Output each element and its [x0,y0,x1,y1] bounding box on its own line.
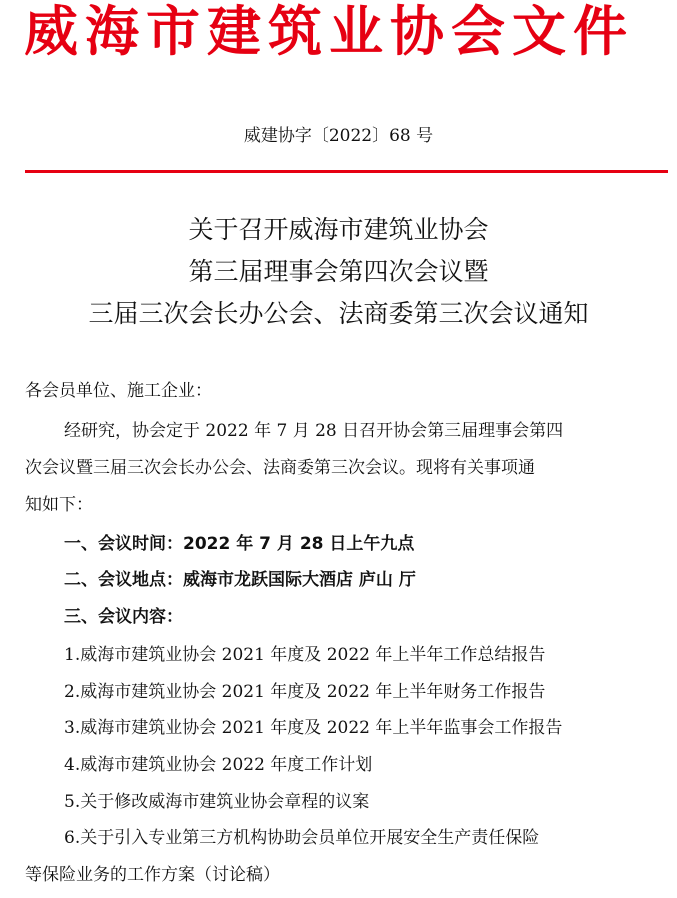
intro-line-1: 经研究，协会定于 2022 年 7 月 28 日召开协会第三届理事会第四 [64,421,564,441]
section-meeting-place: 二、会议地点：威海市龙跃国际大酒店 庐山 厅 [64,570,416,590]
title-line-3: 三届三次会长办公会、法商委第三次会议通知 [88,299,589,328]
agenda-item: 1.威海市建筑业协会 2021 年度及 2022 年上半年工作总结报告 [64,645,546,665]
agenda-item: 4.威海市建筑业协会 2022 年度工作计划 [64,755,373,775]
agenda-item-continuation: 等保险业务的工作方案（讨论稿） [25,865,280,885]
section-meeting-time: 一、会议时间：2022 年 7 月 28 日上午九点 [64,534,415,554]
red-divider [25,170,668,173]
salutation: 各会员单位、施工企业： [25,381,212,401]
agenda-item: 2.威海市建筑业协会 2021 年度及 2022 年上半年财务工作报告 [64,682,546,702]
document-number: 威建协字〔2022〕68 号 [243,126,434,146]
title-line-2: 第三届理事会第四次会议暨 [188,257,489,286]
title-line-1: 关于召开威海市建筑业协会 [188,215,489,244]
agenda-item: 3.威海市建筑业协会 2021 年度及 2022 年上半年监事会工作报告 [64,718,563,738]
intro-line-2: 次会议暨三届三次会长办公会、法商委第三次会议。现将有关事项通 [25,458,535,478]
section-meeting-content: 三、会议内容： [64,607,183,627]
document-header-title: 威海市建筑业协会文件 [24,0,634,63]
intro-line-3: 知如下： [25,495,93,515]
agenda-item: 6.关于引入专业第三方机构协助会员单位开展安全生产责任保险 [64,828,540,848]
agenda-item: 5.关于修改威海市建筑业协会章程的议案 [64,792,370,812]
